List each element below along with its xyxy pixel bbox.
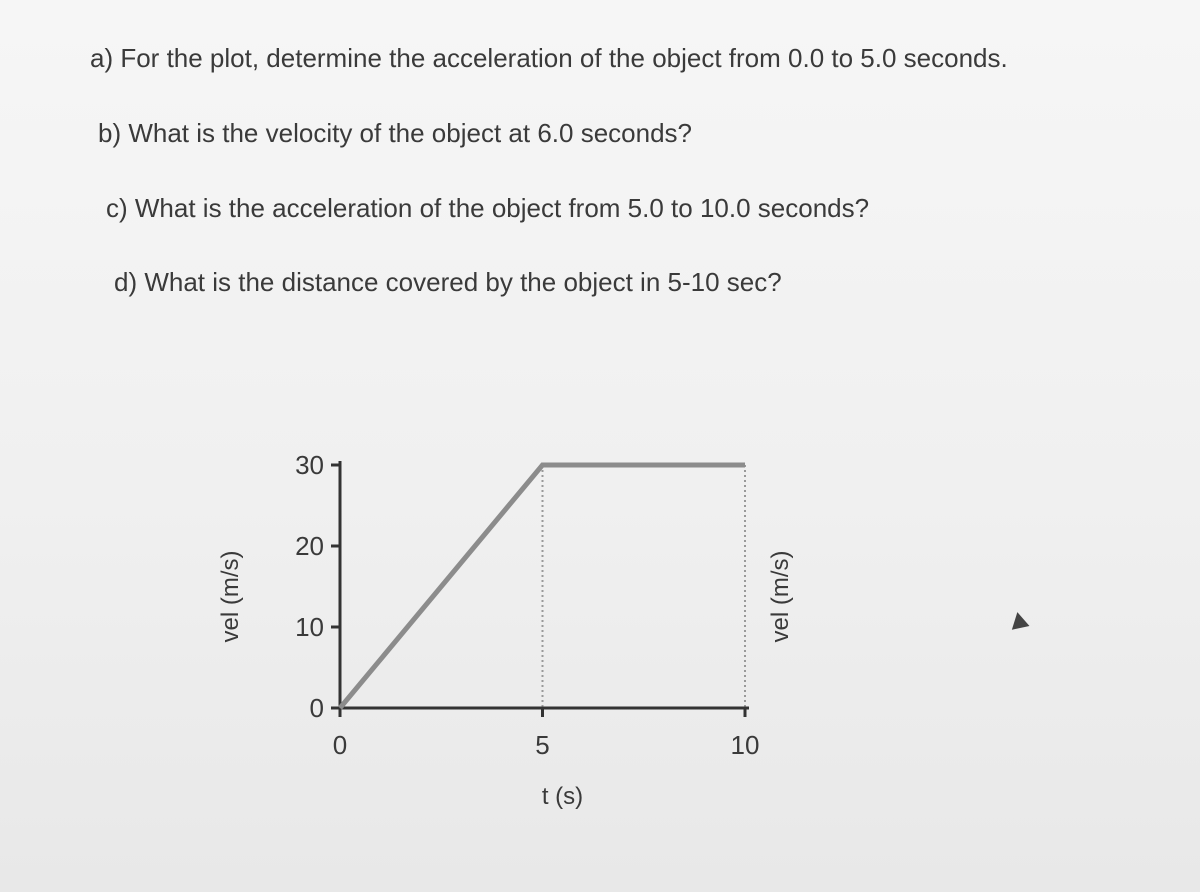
y-tick-label-0: 0	[309, 693, 324, 723]
y-tick-label-20: 20	[295, 531, 324, 561]
grid-layer	[543, 465, 746, 708]
x-tick-label-10: 10	[730, 730, 760, 760]
cursor-arrow-icon	[1009, 610, 1030, 629]
question-a: a) For the plot, determine the acceleration of the object from 0.0 to 5.0 seconds.	[90, 43, 1008, 73]
x-axis-title: t (s)	[541, 783, 584, 810]
labels-layer	[217, 450, 794, 810]
velocity-time-chart	[200, 430, 840, 850]
y-tick-label-10: 10	[295, 612, 324, 642]
x-tick-label-5: 5	[535, 730, 550, 760]
y-axis-title: vel (m/s)	[217, 550, 244, 643]
question-d: d) What is the distance covered by the object in 5-10 sec?	[114, 267, 782, 297]
right-axis-title: vel (m/s)	[767, 550, 794, 643]
y-tick-label-30: 30	[295, 450, 324, 480]
question-b: b) What is the velocity of the object at 6.0 seconds?	[98, 118, 692, 148]
question-c: c) What is the acceleration of the object from 5.0 to 10.0 seconds?	[106, 193, 870, 223]
axes-layer	[331, 461, 749, 717]
x-tick-label-0: 0	[332, 730, 348, 760]
